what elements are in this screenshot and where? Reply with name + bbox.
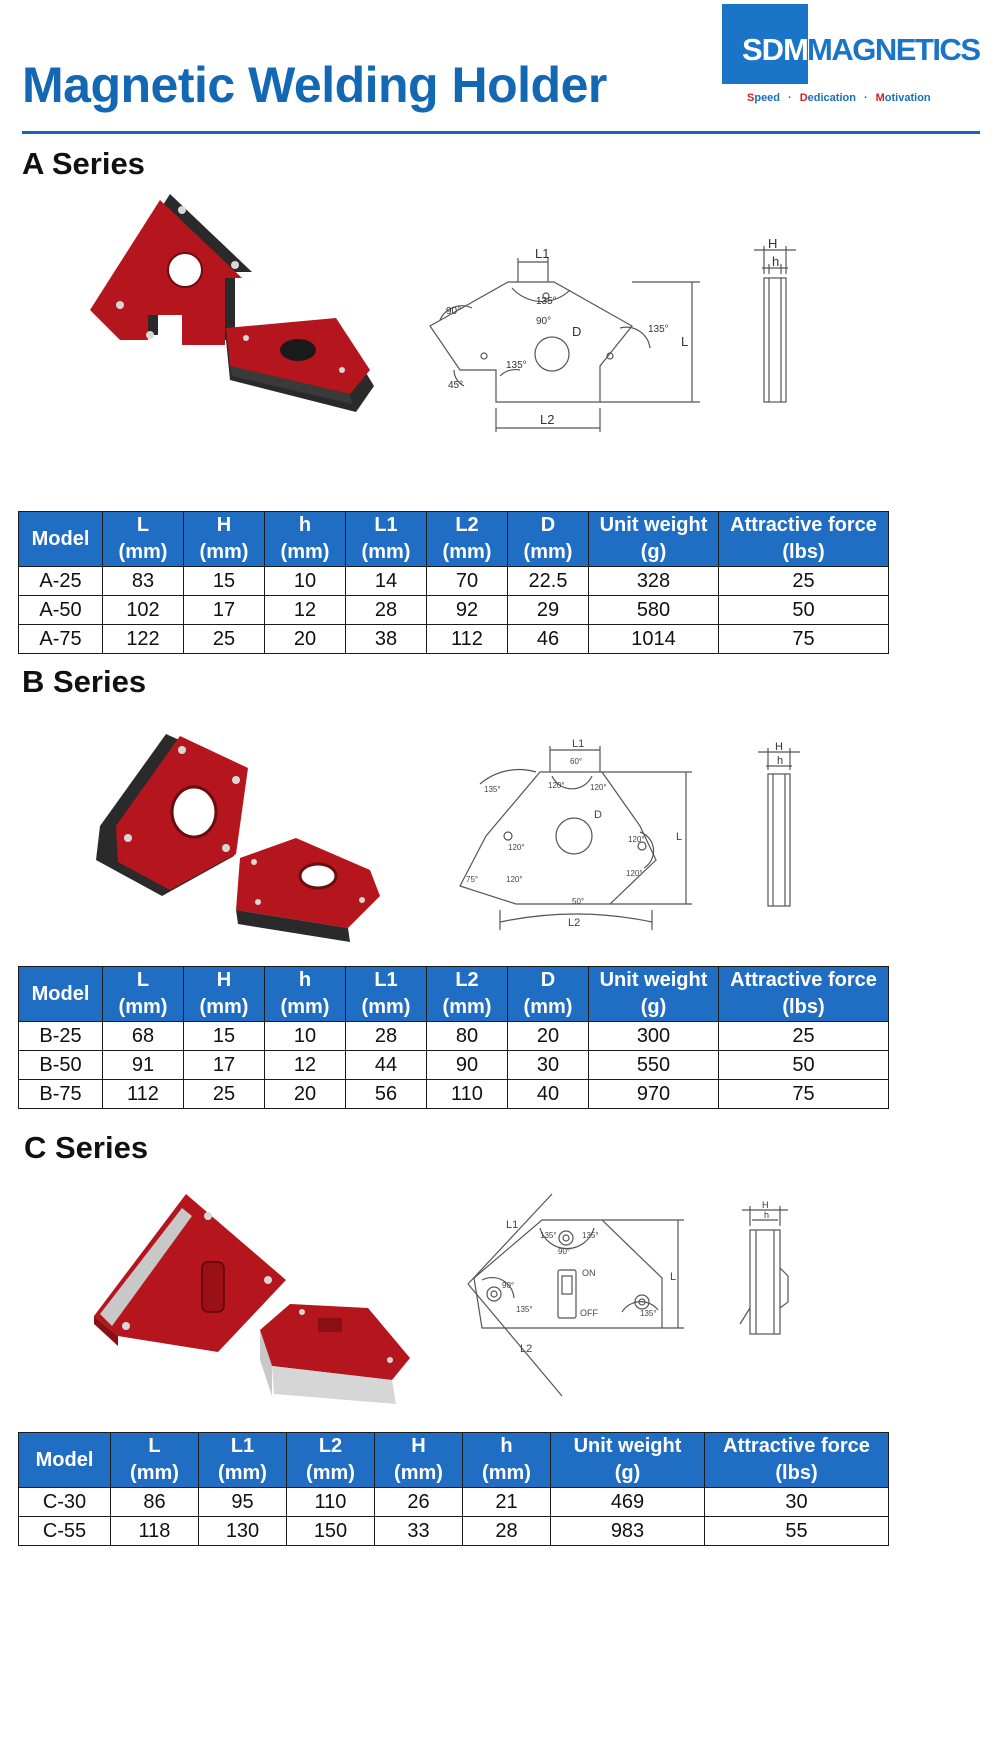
logo-sdm-text: SDM: [742, 32, 808, 67]
svg-text:50°: 50°: [572, 897, 585, 906]
svg-text:135°: 135°: [506, 360, 527, 371]
svg-text:135°: 135°: [540, 1231, 557, 1240]
series-b-title: B Series: [22, 664, 147, 699]
svg-text:135°: 135°: [640, 1309, 657, 1318]
header-cell: Attractive force (lbs): [719, 967, 889, 1022]
svg-text:L1: L1: [572, 738, 585, 750]
table-header-row: [19, 1433, 889, 1488]
series-b-spec-table: [18, 966, 889, 1109]
header-cell: Attractive force (lbs): [705, 1433, 889, 1488]
svg-text:120°: 120°: [626, 869, 643, 878]
header-cell: H (mm): [184, 512, 265, 567]
series-a-title: A Series: [22, 146, 145, 181]
svg-text:45°: 45°: [448, 380, 464, 391]
svg-text:60°: 60°: [570, 757, 583, 766]
header-cell: Unit weight (g): [589, 512, 719, 567]
header-cell: D (mm): [508, 512, 589, 567]
header-cell: h (mm): [265, 967, 346, 1022]
series-b-technical-drawing: [440, 736, 700, 936]
company-logo: [722, 4, 978, 108]
page-title: Magnetic Welding Holder: [22, 57, 607, 113]
svg-text:75°: 75°: [466, 875, 479, 884]
header-cell: Attractive force (lbs): [719, 512, 889, 567]
series-c-side-view-drawing: [736, 1198, 796, 1338]
series-c-technical-drawing: [462, 1188, 692, 1408]
header-cell: Unit weight (g): [551, 1433, 705, 1488]
svg-text:h: h: [777, 755, 784, 767]
svg-text:L: L: [681, 334, 689, 349]
svg-text:120°: 120°: [590, 783, 607, 792]
svg-text:90°: 90°: [558, 1247, 571, 1256]
svg-text:90°: 90°: [502, 1281, 515, 1290]
svg-text:135°: 135°: [516, 1305, 533, 1314]
series-a-product-photo: [80, 190, 420, 430]
series-c-product-photo: [90, 1190, 420, 1410]
svg-text:h: h: [772, 254, 780, 269]
header-cell: L (mm): [111, 1433, 199, 1488]
header-cell: L1 (mm): [199, 1433, 287, 1488]
svg-text:D: D: [572, 324, 582, 339]
header-cell: Model: [19, 967, 103, 1022]
header-cell: Unit weight (g): [589, 967, 719, 1022]
header-cell: L (mm): [103, 512, 184, 567]
svg-text:135°: 135°: [484, 785, 501, 794]
series-c-title: C Series: [24, 1130, 149, 1165]
svg-text:OFF: OFF: [580, 1308, 598, 1318]
table-row: B-75 112 25 20 56 110 40 970 75: [19, 1080, 889, 1109]
logo-tagline: Speed · Dedication · Motivation: [747, 92, 931, 104]
header-cell: L1 (mm): [346, 967, 427, 1022]
svg-text:120°: 120°: [548, 781, 565, 790]
svg-text:135°: 135°: [536, 296, 557, 307]
svg-text:90°: 90°: [536, 316, 552, 327]
svg-text:L: L: [670, 1271, 677, 1283]
svg-text:120°: 120°: [628, 835, 645, 844]
svg-text:ON: ON: [582, 1268, 596, 1278]
series-a-technical-drawing: [420, 236, 720, 446]
svg-text:L1: L1: [535, 246, 550, 261]
svg-text:90°: 90°: [446, 306, 462, 317]
svg-text:H: H: [768, 236, 778, 251]
table-header-row: [19, 512, 889, 567]
header-cell: h (mm): [463, 1433, 551, 1488]
series-b-product-photo: [86, 730, 406, 960]
svg-text:L2: L2: [520, 1343, 533, 1355]
svg-text:L1: L1: [506, 1219, 519, 1231]
header-cell: h (mm): [265, 512, 346, 567]
series-a-spec-table: [18, 511, 889, 654]
svg-text:H: H: [775, 741, 783, 753]
header-cell: H (mm): [184, 967, 265, 1022]
series-c-spec-table: [18, 1432, 889, 1546]
header-cell: Model: [19, 512, 103, 567]
logo-magnetics-text: MAGNETICS: [807, 32, 980, 67]
table-row: C-30 86 95 110 26 21 469 30: [19, 1488, 889, 1517]
title-divider: [22, 131, 980, 134]
series-a-side-view-drawing: [740, 236, 810, 406]
svg-text:H: H: [762, 1200, 769, 1210]
header-cell: Model: [19, 1433, 111, 1488]
svg-text:120°: 120°: [506, 875, 523, 884]
header-cell: D (mm): [508, 967, 589, 1022]
table-row: C-55 118 130 150 33 28 983 55: [19, 1517, 889, 1546]
header-cell: L2 (mm): [427, 512, 508, 567]
svg-text:L2: L2: [540, 412, 555, 427]
series-b-side-view-drawing: [750, 740, 810, 910]
header-cell: L1 (mm): [346, 512, 427, 567]
svg-text:120°: 120°: [508, 843, 525, 852]
svg-text:L2: L2: [568, 917, 581, 929]
table-row: A-75 122 25 20 38 112 46 1014 75: [19, 625, 889, 654]
svg-text:h: h: [764, 1210, 770, 1220]
table-row: B-25 68 15 10 28 80 20 300 25: [19, 1022, 889, 1051]
header-cell: L2 (mm): [287, 1433, 375, 1488]
svg-text:135°: 135°: [648, 324, 669, 335]
header-cell: H (mm): [375, 1433, 463, 1488]
table-row: A-50 102 17 12 28 92 29 580 50: [19, 596, 889, 625]
svg-text:D: D: [594, 809, 602, 821]
svg-text:L: L: [676, 831, 683, 843]
svg-text:135°: 135°: [582, 1231, 599, 1240]
header-cell: L2 (mm): [427, 967, 508, 1022]
table-header-row: [19, 967, 889, 1022]
table-row: A-25 83 15 10 14 70 22.5 328 25: [19, 567, 889, 596]
header-cell: L (mm): [103, 967, 184, 1022]
table-row: B-50 91 17 12 44 90 30 550 50: [19, 1051, 889, 1080]
